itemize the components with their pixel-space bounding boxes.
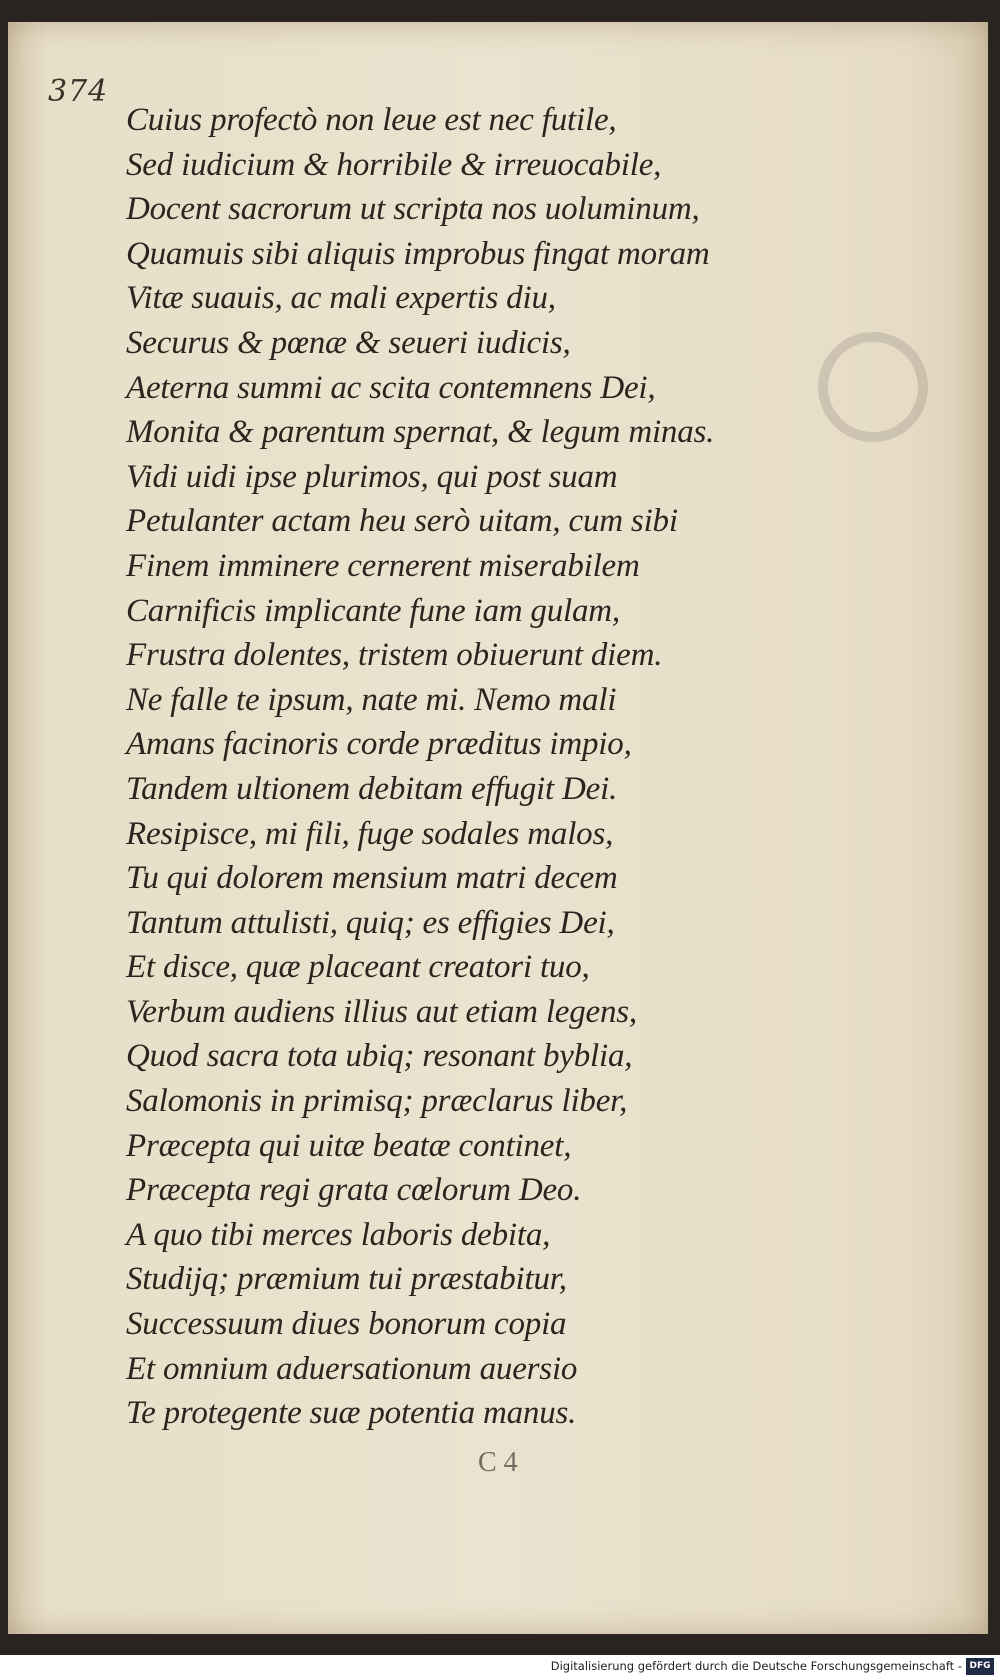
verse-line: Cuius profectò non leue est nec futile, [126,102,617,138]
verse-text [126,98,816,1436]
book-page [8,22,988,1634]
verse-line: Sed iudicium & horribile & irreuocabile, [126,146,662,183]
verse-line: Successuum diues bonorum copia [126,1306,567,1343]
verse-line: Te protegente suæ potentia manus. [126,1395,577,1432]
verse-line: Vidi uidi ipse plurimos, qui post suam [126,458,618,495]
verse-line: Quod sacra tota ubiq; resonant byblia, [126,1038,633,1075]
verse-line: Securus & pœnæ & seueri iudicis, [126,324,571,361]
verse-line: A quo tibi merces laboris debita, [126,1216,551,1253]
footer-credit: Digitalisierung gefördert durch die Deutsche Forschungsgemeinschaft - [550,1659,962,1673]
verse-line: Præcepta qui uitæ beatæ continet, [126,1127,572,1164]
verse-line: Et disce, quæ placeant creatori tuo, [126,949,590,986]
verse-line: Monita & parentum spernat, & legum minas. [126,414,715,451]
page-number: 374 [48,74,109,109]
verse-line: Præcepta regi grata cœlorum Deo. [126,1172,582,1209]
verse-line: Salomonis in primisq; præclarus liber, [126,1083,628,1120]
bleed-through-mark [818,332,928,442]
verse-line: Tandem ultionem debitam effugit Dei. [126,770,618,807]
verse-line: Aeterna summi ac scita contemnens Dei, [126,369,656,406]
verse-line: Resipisce, mi fili, fuge sodales malos, [126,815,614,852]
footer-bar [0,1655,1000,1679]
verse-line: Tu qui dolorem mensium matri decem [126,860,618,897]
verse-line: Et omnium aduersationum auersio [126,1350,578,1387]
verse-line: Carnificis implicante fune iam gulam, [126,592,620,629]
verse-line: Finem imminere cernerent miserabilem [126,547,640,584]
verse-line: Amans facinoris corde præditus impio, [126,726,632,763]
verse-line: Frustra dolentes, tristem obiuerunt diem. [126,637,663,674]
dfg-logo: DFG [966,1658,994,1675]
verse-line: Tantum attulisti, quiq; es effigies Dei, [126,904,615,941]
signature-mark: C 4 [478,1447,518,1478]
verse-line: Docent sacrorum ut scripta nos uoluminum, [126,191,700,228]
verse-line: Studijq; præmium tui præstabitur, [126,1261,567,1298]
verse-line: Vitæ suauis, ac mali expertis diu, [126,280,556,317]
verse-line: Ne falle te ipsum, nate mi. Nemo mali [126,681,617,718]
verse-line: Quamuis sibi aliquis improbus fingat moram [126,235,710,272]
verse-line: Petulanter actam heu serò uitam, cum sibi [126,503,678,540]
verse-line: Verbum audiens illius aut etiam legens, [126,993,637,1030]
